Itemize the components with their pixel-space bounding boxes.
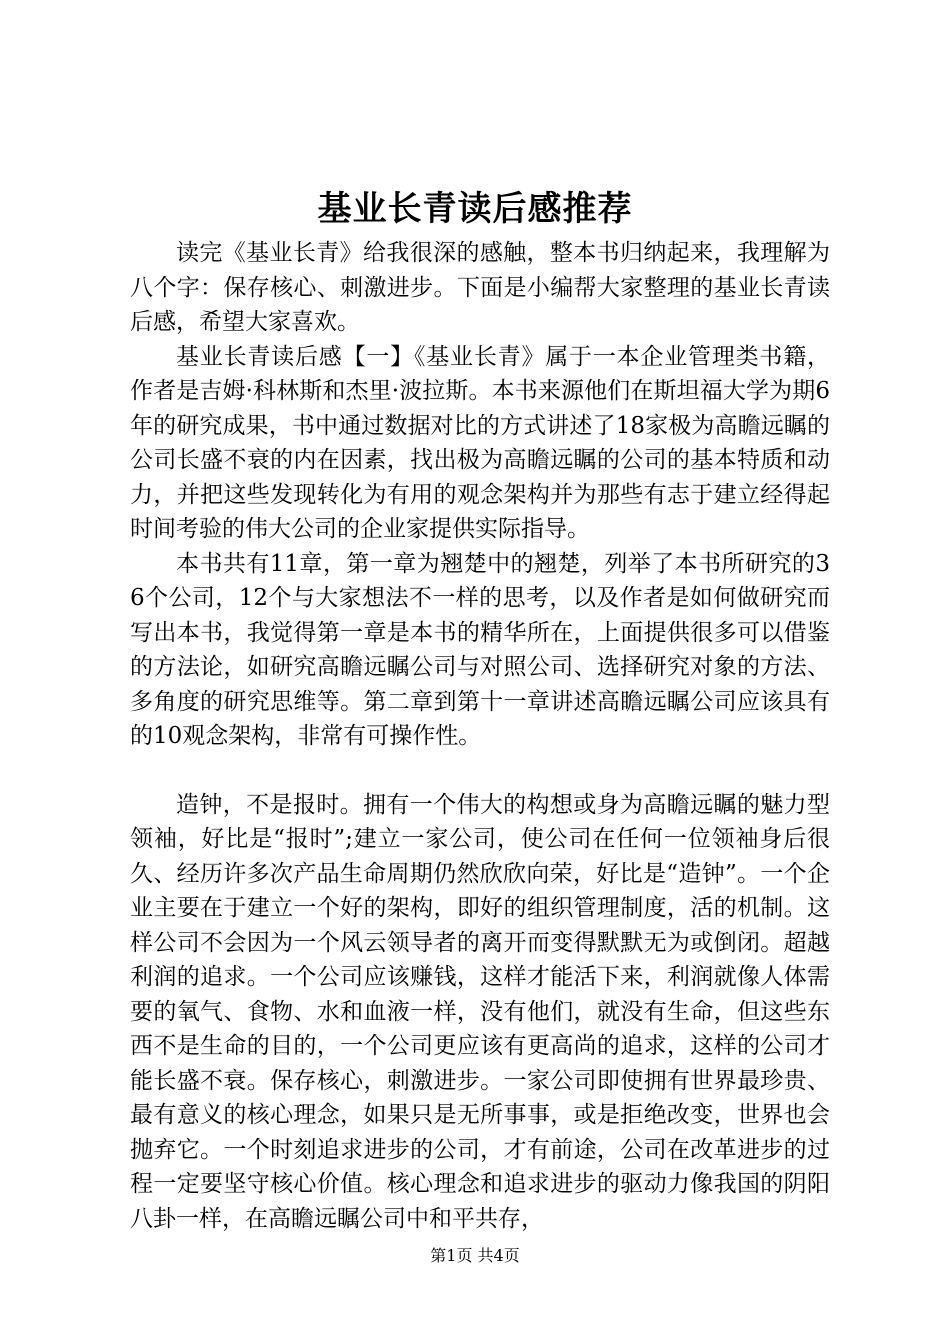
paragraph-intro: 读完《基业长青》给我很深的感触，整本书归纳起来，我理解为八个字：保存核心、刺激进步。下面是小编帮大家整理的基业长青读后感，希望大家喜欢。	[130, 240, 830, 335]
page-footer: 第1页 共4页	[430, 1246, 520, 1265]
document-title: 基业长青读后感推荐	[317, 189, 633, 229]
paragraph-gap	[130, 754, 830, 788]
document-body	[130, 236, 830, 1236]
paragraph-review-one: 基业长青读后感【一】《基业长青》属于一本企业管理类书籍，作者是吉姆·科林斯和杰里·波拉斯。本书来源他们在斯坦福大学为期6年的研究成果，书中通过数据对比的方式讲述了18家极为高瞻远瞩的公司长盛不衰的内在因素，找出极为高瞻远瞩的公司的基本特质和动力，并把这些发现转化为有用的观念架构并为那些有志于建立经得起时间考验的伟大公司的企业家提供实际指导。	[130, 343, 830, 542]
paragraph-chapters: 本书共有11章，第一章为翘楚中的翘楚，列举了本书所研究的36个公司，12个与大家想法不一样的思考，以及作者是如何做研究而写出本书，我觉得第一章是本书的精华所在，上面提供很多可以借鉴的方法论，如研究高瞻远瞩公司与对照公司、选择研究对象的方法、多角度的研究思维等。第二章到第十一章讲述高瞻远瞩公司应该具有的10观念架构，非常有可操作性。	[130, 550, 830, 749]
paragraph-clock-building: 造钟，不是报时。拥有一个伟大的构想或身为高瞻远瞩的魅力型领袖，好比是“报时”;建立一家公司，使公司在任何一位领袖身后很久、经历许多次产品生命周期仍然欣欣向荣，好比是“造钟”。一个企业主要在于建立一个好的架构，即好的组织管理制度，活的机制。这样公司不会因为一个风云领导者的离开而变得默默无为或倒闭。超越利润的追求。一个公司应该赚钱，这样才能活下来，利润就像人体需要的氧气、食物、水和血液一样，没有他们，就没有生命，但这些东西不是生命的目的，一个公司更应该有更高尚的追求，这样的公司才能长盛不衰。保存核心，刺激进步。一家公司即使拥有世界最珍贵、最有意义的核心理念，如果只是无所事事，或是拒绝改变，世界也会抛弃它。一个时刻追求进步的公司，才有前途，公司在改革进步的过程一定要坚守核心价值。核心理念和追求进步的驱动力像我国的阴阳八卦一样，在高瞻远瞩公司中和平共存，	[130, 791, 830, 1232]
